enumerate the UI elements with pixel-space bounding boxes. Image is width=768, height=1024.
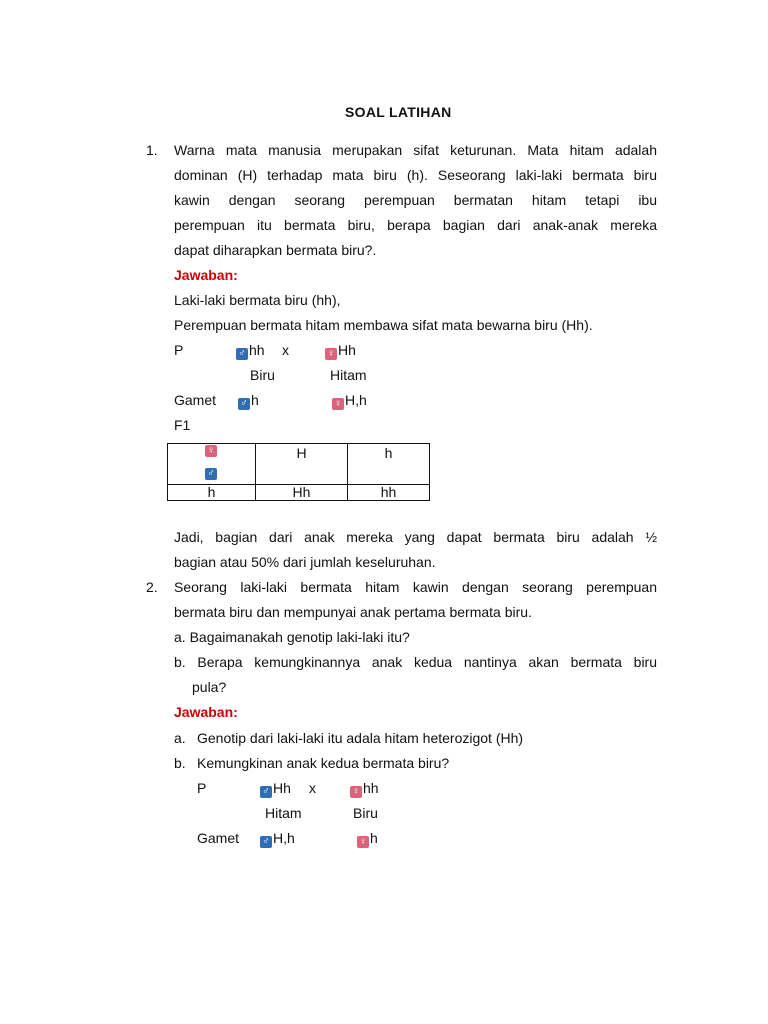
punnett-cell: hh [348,485,430,501]
cross-1-female-genotype: ♀ Hh [325,342,356,360]
cross-1-male-gamete: ♂ h [238,392,259,410]
cross-2-male-genotype: ♂ Hh [260,780,291,798]
female-symbol-icon: ♀ [350,786,362,798]
question-2-line: bermata biru dan mempunyai anak pertama bermata biru. [174,604,532,620]
answer-1-conclusion-line: bagian atau 50% dari jumlah keseluruhan. [174,554,436,570]
answer-2a-letter: a. [174,730,186,746]
punnett-header-cell: H [256,444,348,485]
male-symbol-icon: ♂ [205,468,217,480]
answer-2-label: Jawaban: [174,704,238,720]
cross-1-male-phenotype: Biru [250,367,275,383]
cross-2-gamet-label: Gamet [197,830,240,846]
female-symbol-icon: ♀ [325,348,337,360]
cross-1-male-genotype: ♂ hh [236,342,265,360]
question-2-line: Seorang laki-laki bermata hitam kawin dengan seorang perempuan [174,579,657,595]
cross-1-female-gamete: ♀ H,h [332,392,367,410]
punnett-square-table [167,443,430,501]
question-1-line: Warna mata manusia merupakan sifat keturunan. Mata hitam adalah [174,142,657,158]
question-1-line: dominan (H) terhadap mata biru (h). Seseorang laki-laki bermata biru [174,167,657,183]
punnett-corner-cell [168,444,256,485]
male-symbol-icon: ♂ [238,398,250,410]
cross-1-cross-sign: x [282,342,289,358]
answer-2a-text: Genotip dari laki-laki itu adala hitam heterozigot (Hh) [197,730,524,746]
question-1-line: perempuan itu bermata biru, berapa bagian dari anak-anak mereka [174,217,657,233]
cross-2-male-gamete: ♂ H,h [260,830,295,848]
female-symbol-icon: ♀ [205,445,217,457]
punnett-cell: Hh [256,485,348,501]
male-symbol-icon: ♂ [260,786,272,798]
answer-2b-letter: b. [174,755,186,771]
cross-1-gamet-label: Gamet [174,392,217,408]
answer-1-label: Jawaban: [174,267,238,283]
question-1-line: kawin dengan seorang perempuan bermatan hitam tetapi ibu [174,192,657,208]
male-symbol-icon: ♂ [260,836,272,848]
cross-2-female-gamete: ♀ h [357,830,378,848]
cross-2-cross-sign: x [309,780,316,796]
question-2-sub-b-continued: pula? [192,679,227,695]
page-title: SOAL LATIHAN [345,104,452,120]
cross-2-female-phenotype: Biru [353,805,378,821]
f1-label: F1 [174,417,191,433]
question-2-sub-b: b. Berapa kemungkinannya anak kedua nantinya akan bermata biru [174,654,657,670]
female-symbol-icon: ♀ [357,836,369,848]
question-2-sub-a: a. Bagaimanakah genotip laki-laki itu? [174,629,410,645]
cross-2-female-genotype: ♀ hh [350,780,379,798]
female-symbol-icon: ♀ [332,398,344,410]
answer-2b-text: Kemungkinan anak kedua bermata biru? [197,755,450,771]
question-2-number: 2. [146,579,158,595]
question-1-number: 1. [146,142,158,158]
cross-1-female-phenotype: Hitam [330,367,367,383]
cross-2-male-phenotype: Hitam [265,805,302,821]
answer-1-conclusion-line: Jadi, bagian dari anak mereka yang dapat bermata biru adalah ½ [174,529,657,545]
answer-1-female-parent: Perempuan bermata hitam membawa sifat mata bewarna biru (Hh). [174,317,593,333]
question-1-line: dapat diharapkan bermata biru?. [174,242,377,258]
punnett-row-label: h [168,485,256,501]
cross-1-p-label: P [174,342,184,358]
answer-1-male-parent: Laki-laki bermata biru (hh), [174,292,341,308]
cross-2-p-label: P [197,780,207,796]
punnett-header-cell: h [348,444,430,485]
male-symbol-icon: ♂ [236,348,248,360]
